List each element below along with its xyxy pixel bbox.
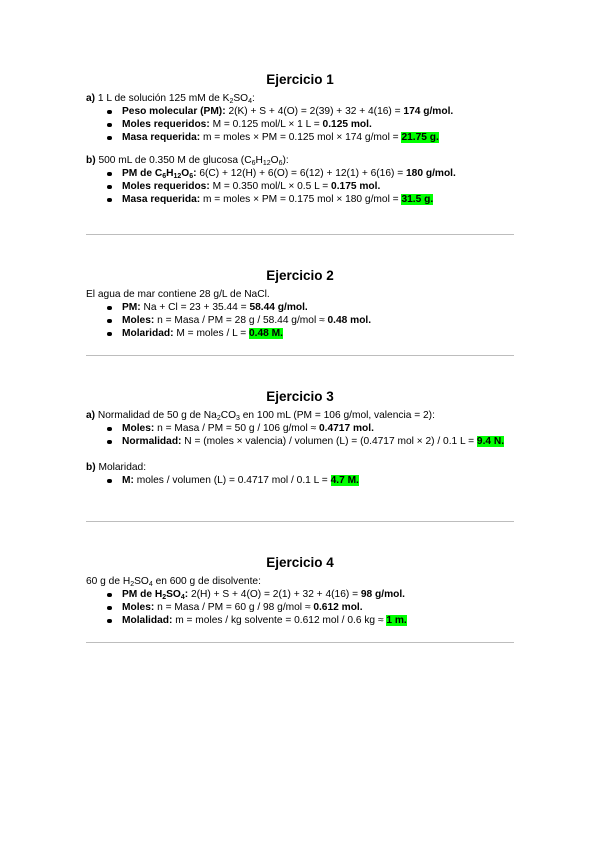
highlighted-result: 0.48 M. bbox=[249, 328, 283, 339]
list-item: Moles: n = Masa / PM = 50 g / 106 g/mol ≈ 0.4717 mol. bbox=[86, 422, 514, 435]
divider bbox=[86, 234, 514, 235]
ex4-intro: 60 g de $H_2SO_4$ en 600 g de disolvente: bbox=[86, 576, 261, 588]
divider bbox=[86, 355, 514, 356]
ex1-part-b-list bbox=[86, 167, 514, 206]
exercise-2-title: Ejercicio 2 bbox=[266, 268, 334, 283]
list-item: PM: Na + Cl = 23 + 35.44 = 58.44 g/mol. bbox=[86, 301, 514, 314]
exercise-1-title: Ejercicio 1 bbox=[266, 72, 334, 87]
highlighted-result: 31.5 g. bbox=[401, 194, 434, 205]
list-item: Moles requeridos: M = 0.350 mol/L × 0.5 L = 0.175 mol. bbox=[86, 180, 514, 193]
list-item: Masa requerida: m = moles × PM = 0.125 mol × 174 g/mol = 21.75 g. bbox=[86, 131, 514, 144]
exercise-3 bbox=[86, 389, 514, 487]
exercise-2 bbox=[86, 268, 514, 340]
list-item: Molalidad: m = moles / kg solvente = 0.612 mol / 0.6 kg ≈ 1 m. bbox=[86, 614, 514, 627]
list-item: Molaridad: M = moles / L = 0.48 M. bbox=[86, 327, 514, 340]
list-item: PM de $H_2SO_4$: 2(H) + S + 4(O) = 2(1) + 32 + 4(16) = 98 g/mol. bbox=[86, 588, 514, 601]
ex2-list bbox=[86, 301, 514, 340]
list-item: Moles: n = Masa / PM = 28 g / 58.44 g/mol ≈ 0.48 mol. bbox=[86, 314, 514, 327]
ex3-part-a-intro: a) Normalidad de 50 g de $Na_2CO_3$ en 100 mL (PM = 106 g/mol, valencia = 2): bbox=[86, 410, 435, 422]
divider bbox=[86, 642, 514, 643]
ex3-part-a-list bbox=[86, 422, 514, 448]
exercise-1 bbox=[86, 72, 514, 206]
ex1-part-a-intro: a) 1 L de solución 125 mM de $K_2SO_4$: bbox=[86, 93, 255, 105]
list-item: Moles: n = Masa / PM = 60 g / 98 g/mol ≈ 0.612 mol. bbox=[86, 601, 514, 614]
highlighted-result: 4.7 M. bbox=[330, 475, 359, 486]
ex2-intro: El agua de mar contiene 28 g/L de NaCl. bbox=[86, 289, 270, 300]
exercise-4-title: Ejercicio 4 bbox=[266, 555, 334, 570]
highlighted-result: 1 m. bbox=[386, 615, 407, 626]
list-item: M: moles / volumen (L) = 0.4717 mol / 0.1 L = 4.7 M. bbox=[86, 474, 514, 487]
ex1-part-b-intro: b) 500 mL de 0.350 M de glucosa $(C_6H_{12}O_6)$: bbox=[86, 155, 289, 167]
list-item: PM de $C_6H_{12}O_6$: 6(C) + 12(H) + 6(O) = 6(12) + 12(1) + 6(16) = 180 g/mol. bbox=[86, 167, 514, 180]
divider bbox=[86, 521, 514, 522]
list-item: Peso molecular (PM): 2(K) + S + 4(O) = 2(39) + 32 + 4(16) = 174 g/mol. bbox=[86, 105, 514, 118]
ex4-list bbox=[86, 588, 514, 627]
exercise-4 bbox=[86, 555, 514, 627]
ex1-part-a-list bbox=[86, 105, 514, 144]
ex3-part-b-list bbox=[86, 474, 514, 487]
ex3-part-b-intro: b) Molaridad: bbox=[86, 462, 147, 473]
list-item: Normalidad: N = (moles × valencia) / volumen (L) = (0.4717 mol × 2) / 0.1 L = 9.4 N. bbox=[86, 435, 514, 448]
list-item: Moles requeridos: M = 0.125 mol/L × 1 L = 0.125 mol. bbox=[86, 118, 514, 131]
list-item: Masa requerida: m = moles × PM = 0.175 mol × 180 g/mol = 31.5 g. bbox=[86, 193, 514, 206]
highlighted-result: 9.4 N. bbox=[476, 436, 505, 447]
highlighted-result: 21.75 g. bbox=[401, 132, 439, 143]
exercise-3-title: Ejercicio 3 bbox=[266, 389, 334, 404]
